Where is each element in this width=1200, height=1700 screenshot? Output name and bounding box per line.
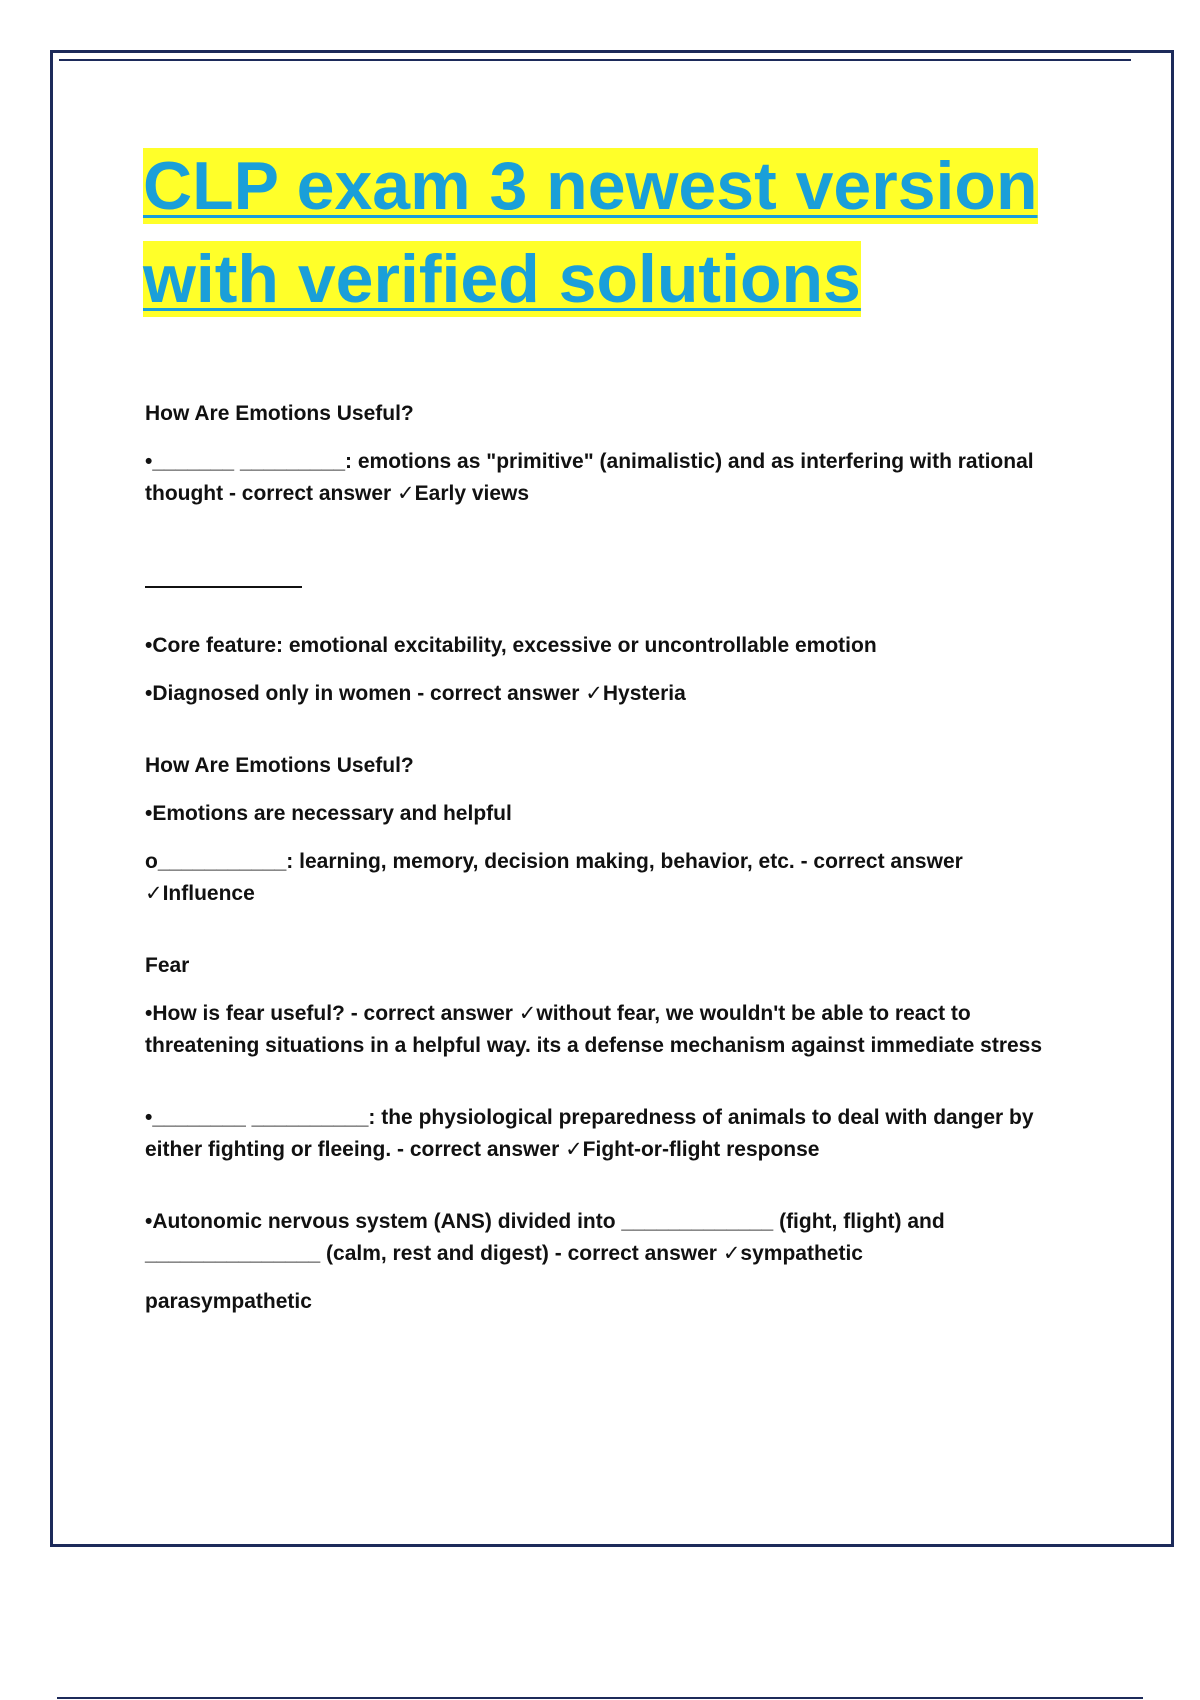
title-line-2: with verified solutions [143, 241, 861, 317]
bottom-rule [57, 1697, 1143, 1699]
section-heading: Fear [145, 954, 190, 977]
section-heading: How Are Emotions Useful? [145, 402, 414, 425]
section-divider [145, 566, 1070, 598]
question-item: •_______ _________: emotions as "primitive" (animalistic) and as interfering with rational thought - correct answer ✓Early views [145, 450, 1034, 505]
document-body [145, 398, 1070, 1318]
top-rule [59, 59, 1131, 61]
answer-continuation: parasympathetic [145, 1290, 312, 1313]
section-heading: How Are Emotions Useful? [145, 754, 414, 777]
question-item: •Emotions are necessary and helpful [145, 802, 512, 825]
title-line-1: CLP exam 3 newest version [143, 148, 1038, 224]
question-item: •Autonomic nervous system (ANS) divided into _____________ (fight, flight) and _______________ (calm, rest and digest) - correct answer ✓sympathetic [145, 1210, 945, 1265]
question-item: •How is fear useful? - correct answer ✓without fear, we wouldn't be able to react to threatening situations in a helpful way. its a defense mechanism against immediate stress [145, 1002, 1043, 1057]
question-item: o___________: learning, memory, decision making, behavior, etc. - correct answer ✓Influence [145, 850, 963, 905]
question-item: •Diagnosed only in women - correct answer ✓Hysteria [145, 682, 686, 705]
blank-rule [145, 586, 302, 588]
question-item: •________ __________: the physiological preparedness of animals to deal with danger by either fighting or fleeing. - correct answer ✓Fight-or-flight response [145, 1106, 1034, 1161]
document-title [143, 140, 1043, 326]
question-item: •Core feature: emotional excitability, excessive or uncontrollable emotion [145, 634, 877, 657]
